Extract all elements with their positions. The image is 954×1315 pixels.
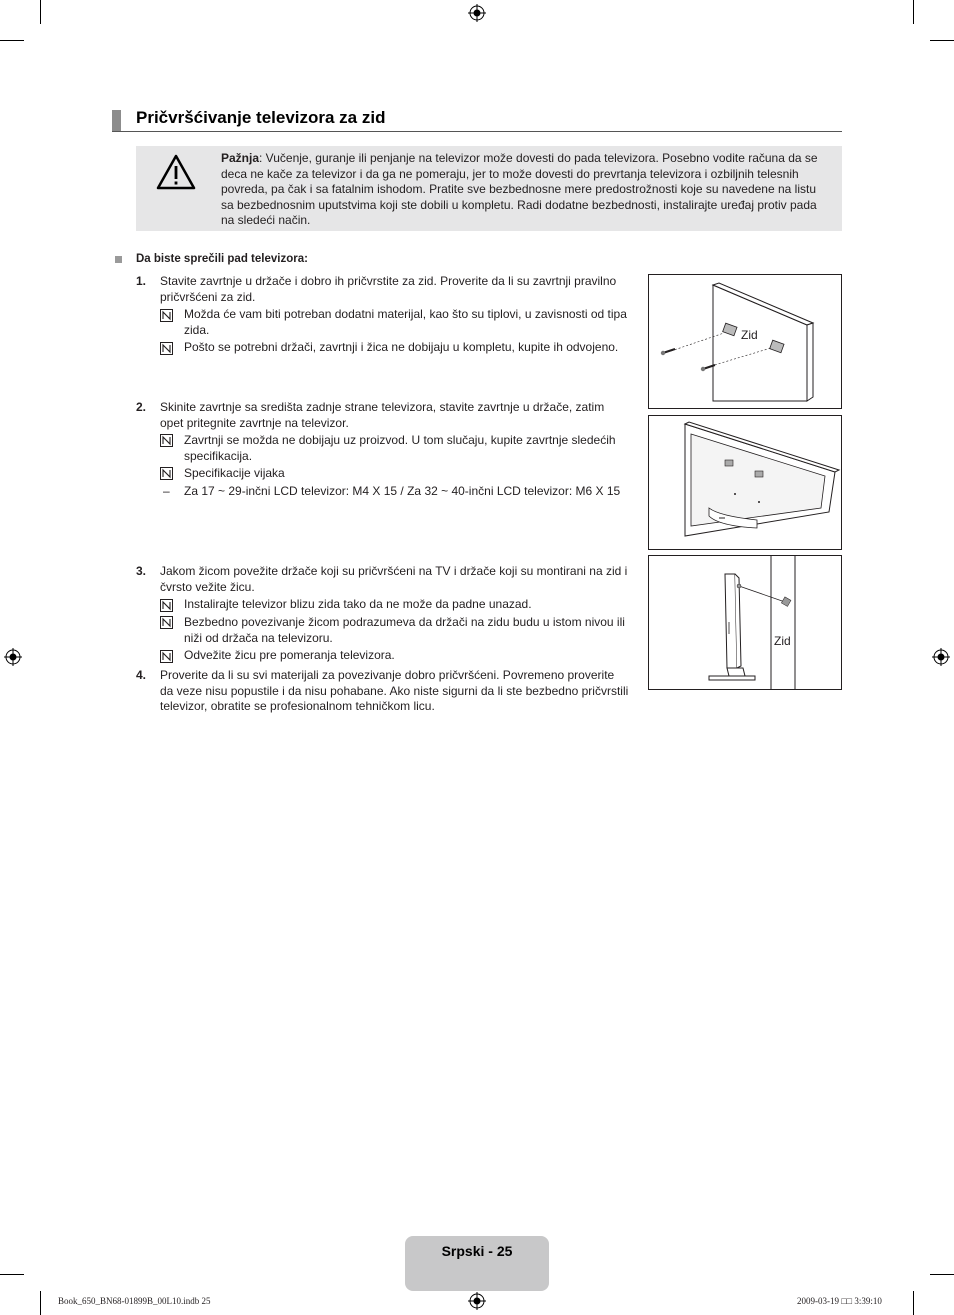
caution-box: [136, 146, 842, 231]
registration-mark-icon: [932, 648, 950, 666]
step-note: Pošto se potrebni držači, zavrtnji i žica ne dobijaju u kompletu, kupite ih odvojeno.: [184, 340, 619, 354]
note-icon: [160, 650, 173, 663]
crop-mark: [913, 0, 914, 24]
step-note: Možda će vam biti potreban dodatni materijal, kao što su tiplovi, u zavisnosti od tipa zida.: [184, 307, 627, 337]
bullet-square-icon: [115, 256, 122, 263]
crop-mark: [0, 40, 24, 41]
step-text: Jakom žicom povežite držače koji su pričvršćeni na TV i držače koji su montirani na zid i čvrsto vežite žicu.: [160, 564, 628, 594]
step-note: Instalirajte televizor blizu zida tako da ne može da padne unazad.: [184, 597, 532, 611]
caution-text: [221, 151, 831, 229]
figure-tv-side-wall: [648, 555, 842, 690]
step-note: Specifikacije vijaka: [184, 466, 285, 480]
step-text: Skinite zavrtnje sa središta zadnje strane televizora, stavite zavrtnje u držače, zatim opet pritegnite zavrtnje na televizor.: [160, 400, 605, 430]
page-number: Srpski - 25: [441, 1243, 513, 1259]
crop-mark: [930, 1274, 954, 1275]
crop-mark: [930, 40, 954, 41]
caution-body: : Vučenje, guranje ili penjanje na televizor može dovesti do pada televizora. Posebno vodite računa da se deca ne kače za televizor i da ga ne pomeraju, jer to može dovesti do prevrtanja televizora i ozbiljnih telesnih povreda, pa čak i sa fatalnim ishodom. Pratite sve bezbednosne mere predostrožnosti koje su navedene na listu sa bezbednosnim uputstvima koji ste dobili u kompletu. Radi dodatne bezbednosti, instalirajte uređaj protiv pada na sledeći način.: [221, 151, 818, 227]
heading-rule: [112, 131, 842, 132]
step-text: Proverite da li su svi materijali za povezivanje dobro pričvršćeni. Povremeno proverite da veze nisu popustile i da nisu pohabane. Ako niste sigurni da li ste bezbedno pričvrstili televizor, obratite se profesionalnom tehničkom licu.: [160, 668, 629, 713]
note-icon: [160, 309, 173, 322]
note-icon: [160, 616, 173, 629]
step-number: 1.: [136, 274, 147, 288]
caution-label: Pažnja: [221, 151, 260, 165]
print-slug-file: Book_650_BN68-01899B_00L10.indb 25: [58, 1296, 211, 1306]
note-icon: [160, 342, 173, 355]
note-icon: [160, 599, 173, 612]
registration-mark-icon: [468, 4, 486, 22]
bullet-heading: Da biste sprečili pad televizora:: [136, 253, 308, 265]
crop-mark: [40, 0, 41, 24]
wall-label: Zid: [774, 634, 791, 648]
step-note: Odvežite žicu pre pomeranja televizora.: [184, 648, 395, 662]
crop-mark: [0, 1274, 24, 1275]
figure-wall-brackets: [648, 274, 842, 409]
crop-mark: [40, 1291, 41, 1315]
registration-mark-icon: [4, 648, 22, 666]
print-slug-date: 2009-03-19 □□ 3:39:10: [797, 1296, 882, 1306]
registration-mark-icon: [468, 1292, 486, 1310]
warning-triangle-icon: [156, 154, 196, 190]
page-title: Pričvršćivanje televizora za zid: [136, 108, 386, 127]
step-note: Bezbedno povezivanje žicom podrazumeva da držači na zidu budu u istom nivou ili niži od držača na televizoru.: [184, 615, 625, 645]
note-icon: [160, 434, 173, 447]
crop-mark: [913, 1291, 914, 1315]
step-number: 4.: [136, 668, 147, 682]
dash-mark: –: [163, 484, 170, 498]
step-number: 3.: [136, 564, 147, 578]
note-icon: [160, 467, 173, 480]
tv-side-illustration: [649, 556, 841, 689]
step-text: Stavite zavrtnje u držače i dobro ih pričvrstite za zid. Proverite da li su zavrtnji pravilno pričvršćeni za zid.: [160, 274, 617, 304]
wall-label: Zid: [741, 328, 758, 342]
tv-back-illustration: [649, 416, 841, 549]
figure-tv-back: [648, 415, 842, 550]
step-number: 2.: [136, 400, 147, 414]
step-note: Zavrtnji se možda ne dobijaju uz proizvod. U tom slučaju, kupite zavrtnje sledećih specifikacija.: [184, 433, 616, 463]
screw-spec: Za 17 ~ 29-inčni LCD televizor: M4 X 15 / Za 32 ~ 40-inčni LCD televizor: M6 X 15: [184, 484, 621, 498]
heading-marker: [112, 110, 121, 131]
